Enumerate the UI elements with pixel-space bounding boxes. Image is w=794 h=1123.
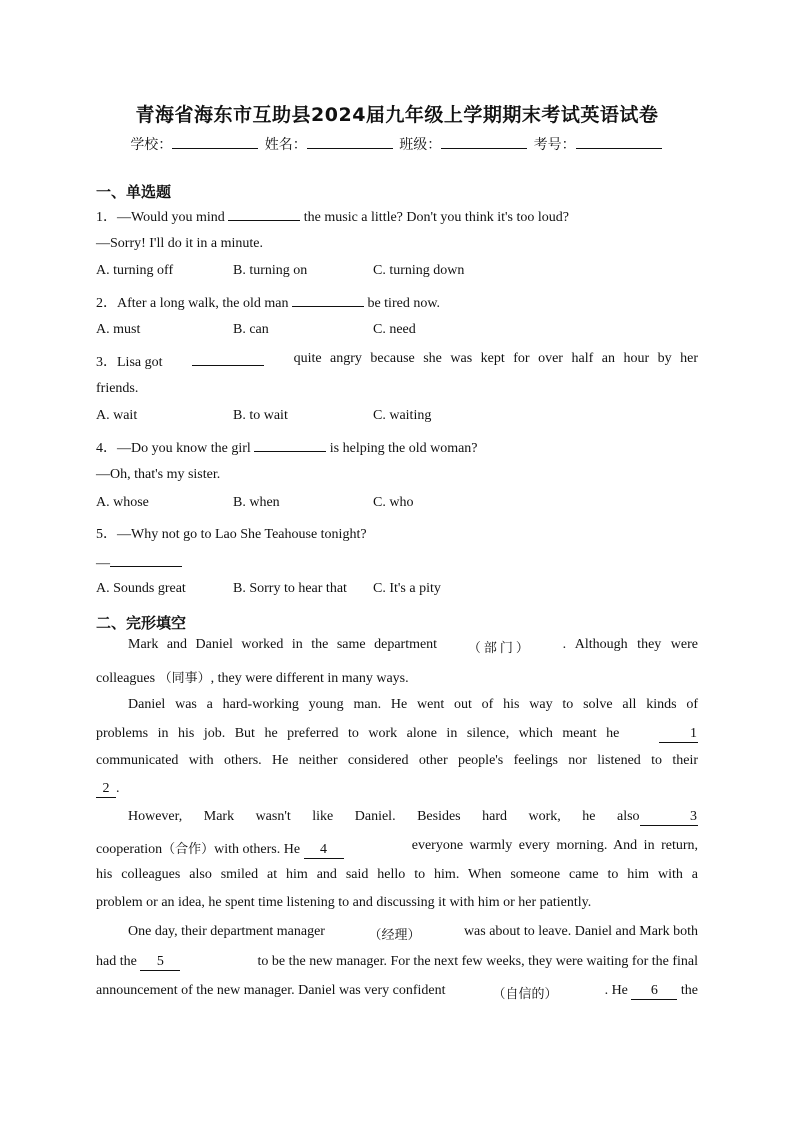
para1-line1	[128, 637, 698, 656]
para1-text-a: Mark and Daniel worked in the same department	[128, 637, 438, 652]
q3-option-c[interactable]: C. waiting	[373, 408, 432, 423]
q3-option-a[interactable]: A. wait	[96, 408, 138, 423]
q1-stem	[96, 206, 698, 226]
section2-heading: 二、完形填空	[96, 614, 187, 632]
q4-option-c[interactable]: C. who	[373, 495, 414, 510]
para3-text-d: everyone warmly every morning. And in return,	[411, 838, 698, 853]
para3-text-a: However, Mark wasn't like Daniel. Besides hard work, he also	[128, 809, 640, 824]
para4-line3	[96, 983, 698, 1002]
q1-blank[interactable]	[228, 206, 300, 221]
para1-cn-dept: （部门）	[467, 641, 532, 656]
cloze-blank-3[interactable]: 3	[640, 809, 698, 826]
q4-reply: —Oh, that's my sister.	[96, 467, 221, 482]
q5-option-c[interactable]: C. It's a pity	[373, 581, 441, 596]
q5-stem: 5．—Why not go to Lao She Teahouse tonight?	[96, 527, 367, 542]
q3-stem-b: quite angry because she was kept for over half an hour by her	[293, 351, 698, 366]
q1-stem-a: 1．—Would you mind	[96, 210, 225, 225]
name-field[interactable]	[307, 135, 393, 149]
q3-stem-cont: friends.	[96, 381, 139, 396]
q2-stem	[96, 292, 698, 312]
class-field[interactable]	[441, 135, 527, 149]
para4-line2-left	[96, 954, 180, 971]
q2-option-a[interactable]: A. must	[96, 322, 141, 337]
q5-reply	[96, 552, 698, 572]
q3-stem-a: 3．Lisa got	[96, 355, 163, 370]
para1-text-d: , they were different in many ways.	[210, 671, 409, 686]
para2-text-a: problems in his job. But he preferred to work alone in silence, which meant he	[96, 726, 620, 741]
para4-cn-confident: （自信的）	[492, 987, 558, 1002]
cloze-blank-2[interactable]: 2	[96, 781, 116, 798]
q1-option-c[interactable]: C. turning down	[373, 263, 465, 278]
q3-option-b[interactable]: B. to wait	[233, 408, 288, 423]
q4-stem-a: 4．—Do you know the girl	[96, 441, 251, 456]
cloze-blank-5[interactable]: 5	[140, 954, 180, 971]
q1-reply: —Sorry! I'll do it in a minute.	[96, 236, 264, 251]
exam-number-field[interactable]	[576, 135, 662, 149]
q4-option-a[interactable]: A. whose	[96, 495, 149, 510]
para1-cn-colleagues: （同事）	[158, 671, 211, 686]
q2-stem-b: be tired now.	[367, 296, 441, 311]
para3-line3: his colleagues also smiled at him and said hello to him. When someone came to him with a	[96, 867, 698, 882]
student-info-row	[0, 134, 794, 154]
cloze-blank-4[interactable]: 4	[304, 842, 344, 859]
para3-line2	[96, 838, 698, 859]
para2-line3: communicated with others. He neither considered other people's feelings nor listened to their	[96, 753, 698, 768]
para4-cn-manager: （经理）	[368, 928, 421, 943]
para3-line1	[128, 809, 698, 826]
para2-line1: Daniel was a hard-working young man. He went out of his way to solve all kinds of	[128, 697, 698, 712]
q1-option-b[interactable]: B. turning on	[233, 263, 308, 278]
q3-blank[interactable]	[192, 351, 264, 366]
para2-line4	[96, 781, 698, 798]
school-field[interactable]	[172, 135, 258, 149]
school-label: 学校：	[130, 137, 173, 153]
para4-text-e: announcement of the new manager. Daniel was very confident	[96, 983, 446, 998]
para1-line2	[96, 667, 698, 687]
q4-option-b[interactable]: B. when	[233, 495, 280, 510]
q5-option-a[interactable]: A. Sounds great	[96, 581, 186, 596]
para4-line1	[128, 924, 698, 943]
para1-text-c: colleagues	[96, 671, 156, 686]
para4-line3-right	[605, 983, 698, 1002]
q5-reply-dash: —	[96, 556, 110, 571]
para3-line2-left	[96, 838, 344, 859]
cloze-blank-1[interactable]: 1	[659, 726, 698, 743]
q5-option-b[interactable]: B. Sorry to hear that	[233, 581, 347, 596]
para4-text-c: had the	[96, 954, 137, 969]
para3-cn-cooperation: （合作）	[162, 842, 215, 857]
para4-text-g: the	[680, 983, 698, 998]
para3-text-b: cooperation	[96, 842, 163, 857]
q4-stem	[96, 437, 698, 457]
q2-option-b[interactable]: B. can	[233, 322, 269, 337]
para4-text-b: was about to leave. Daniel and Mark both	[463, 924, 698, 939]
para4-text-a: One day, their department manager	[128, 924, 325, 939]
q1-stem-b: the music a little? Don't you think it's too loud?	[303, 210, 569, 225]
q4-blank[interactable]	[254, 437, 326, 452]
exam-number-label: 考号：	[533, 137, 576, 153]
q2-blank[interactable]	[292, 292, 364, 307]
para4-text-d: to be the new manager. For the next few weeks, they were waiting for the final	[257, 954, 698, 969]
para3-line4: problem or an idea, he spent time listening to and discussing it with him or her patiently.	[96, 895, 592, 910]
para4-line2	[96, 954, 698, 971]
para3-text-c: with others. He	[214, 842, 301, 857]
q3-stem	[96, 351, 698, 371]
q4-stem-b: is helping the old woman?	[329, 441, 478, 456]
q1-option-a[interactable]: A. turning off	[96, 263, 174, 278]
para4-text-f: . He	[604, 983, 628, 998]
para2-end: .	[116, 781, 120, 796]
para2-line2	[96, 726, 698, 743]
q2-stem-a: 2．After a long walk, the old man	[96, 296, 289, 311]
cloze-blank-6[interactable]: 6	[631, 983, 677, 1000]
exam-title: 青海省海东市互助县2024届九年级上学期期末考试英语试卷	[135, 104, 659, 126]
q5-blank[interactable]	[110, 552, 182, 567]
q2-option-c[interactable]: C. need	[373, 322, 416, 337]
class-label: 班级：	[399, 137, 442, 153]
name-label: 姓名：	[264, 137, 307, 153]
para1-text-b: . Although they were	[562, 637, 698, 652]
section1-heading: 一、单选题	[96, 183, 172, 201]
